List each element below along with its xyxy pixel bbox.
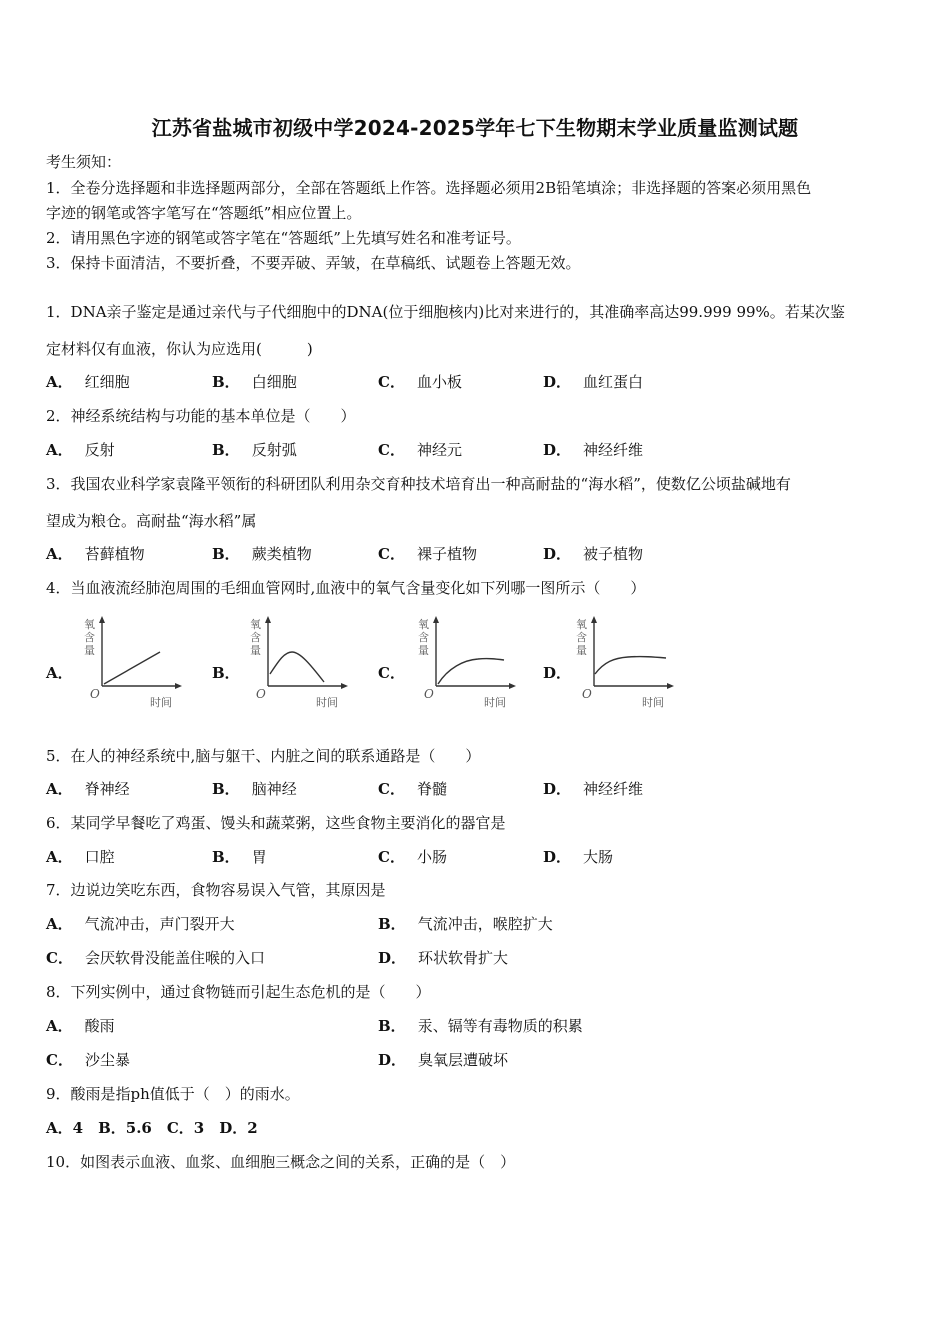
q6-option-c <box>378 847 447 867</box>
graph-a <box>78 612 188 712</box>
option-label: A． <box>46 545 73 563</box>
q7-option-d <box>378 948 508 968</box>
option-text: 反射弧 <box>251 441 297 459</box>
q3-option-d <box>543 544 643 564</box>
option-text: 酸雨 <box>84 1017 115 1035</box>
x-axis-arrow <box>667 683 674 689</box>
option-text: 环状软骨扩大 <box>418 949 509 967</box>
option-text: 会厌软骨没能盖住喉的入口 <box>84 949 265 967</box>
option-label: C． <box>378 664 405 682</box>
graph-xlabel: 时间 <box>316 696 338 709</box>
question-5-stem: 5．在人的神经系统中,脑与躯干、内脏之间的联系通路是（ ） <box>46 747 481 765</box>
option-label: D． <box>378 1051 407 1069</box>
q6-option-a <box>46 847 115 867</box>
q5-option-c <box>378 779 447 799</box>
x-axis-arrow <box>175 683 182 689</box>
y-axis-arrow <box>433 616 439 623</box>
graph-b <box>244 612 354 712</box>
origin-label: O <box>582 687 592 701</box>
question-6-stem: 6．某同学早餐吃了鸡蛋、馒头和蔬菜粥，这些食物主要消化的器官是 <box>46 814 506 832</box>
option-label: D． <box>543 373 572 391</box>
y-axis-arrow <box>99 616 105 623</box>
origin-label: O <box>424 687 434 701</box>
option-label: C． <box>378 441 405 459</box>
option-label: B． <box>212 373 240 391</box>
q1-option-c <box>378 372 462 392</box>
option-label: C． <box>378 780 405 798</box>
question-1-stem-cont: 定材料仅有血液，你认为应选用( ) <box>46 340 313 358</box>
x-axis-arrow <box>509 683 516 689</box>
option-text: 裸子植物 <box>416 545 477 563</box>
graph-xlabel: 时间 <box>484 696 506 709</box>
q7-option-b <box>378 914 553 934</box>
curve-line <box>438 659 504 684</box>
option-text: 臭氧层遭破坏 <box>418 1051 509 1069</box>
q6-option-d <box>543 847 613 867</box>
q5-option-a <box>46 779 130 799</box>
option-label: B． <box>378 915 406 933</box>
q3-option-b <box>212 544 312 564</box>
option-label: D． <box>543 441 572 459</box>
graph-c <box>412 612 522 712</box>
option-label: C． <box>46 1051 73 1069</box>
y-axis-arrow <box>265 616 271 623</box>
graph-ylabel: 量 <box>418 644 429 657</box>
q7-option-c <box>46 948 265 968</box>
q8-option-a <box>46 1016 115 1036</box>
option-text: 反射 <box>84 441 115 459</box>
option-label: C． <box>378 848 405 866</box>
q1-option-d <box>543 372 643 392</box>
y-axis-arrow <box>591 616 597 623</box>
option-label: A． <box>46 1017 73 1035</box>
option-text: 口腔 <box>84 848 115 866</box>
question-8-stem: 8．下列实例中，通过食物链而引起生态危机的是（ ） <box>46 983 431 1001</box>
option-label: A． <box>46 664 73 682</box>
q1-option-a <box>46 372 130 392</box>
option-text: 神经纤维 <box>583 780 644 798</box>
q2-option-c <box>378 440 462 460</box>
option-label: D． <box>378 949 407 967</box>
graph-xlabel: 时间 <box>642 696 664 709</box>
option-label: C． <box>378 545 405 563</box>
option-text: 蕨类植物 <box>251 545 312 563</box>
graph-ylabel: 量 <box>576 644 587 657</box>
option-label: A． <box>46 373 73 391</box>
graph-ylabel: 含 <box>84 631 95 644</box>
question-1-stem: 1．DNA亲子鉴定是通过亲代与子代细胞中的DNA(位于细胞核内)比对来进行的，其准确率高达99.999 99%。若某次鉴 <box>46 303 845 321</box>
q6-option-b <box>212 847 267 867</box>
option-label: B． <box>212 441 240 459</box>
q2-option-d <box>543 440 643 460</box>
notice-item-2: 2．请用黑色字迹的钢笔或答字笔在“答题纸”上先填写姓名和准考证号。 <box>46 229 521 247</box>
origin-label: O <box>256 687 266 701</box>
graph-ylabel: 氧 <box>84 618 95 631</box>
q3-option-a <box>46 544 145 564</box>
q1-option-b <box>212 372 297 392</box>
option-label: B． <box>212 848 240 866</box>
question-3-stem-cont: 望成为粮仓。高耐盐“海水稻”属 <box>46 512 257 530</box>
graph-ylabel: 含 <box>576 631 587 644</box>
option-label: C． <box>378 373 405 391</box>
option-text: 神经纤维 <box>583 441 644 459</box>
option-label: D． <box>543 664 572 682</box>
option-text: 白细胞 <box>251 373 297 391</box>
option-label: B． <box>212 545 240 563</box>
option-label: A． <box>46 915 73 933</box>
option-text: 脊髓 <box>416 780 447 798</box>
option-text: 脑神经 <box>251 780 297 798</box>
question-10-stem: 10．如图表示血液、血浆、血细胞三概念之间的关系，正确的是（ ） <box>46 1153 516 1171</box>
notice-item-1: 1．全卷分选择题和非选择题两部分，全部在答题纸上作答。选择题必须用2B铅笔填涂；非选择题的答案必须用黑色 <box>46 179 812 197</box>
option-label: A． <box>46 441 73 459</box>
question-3-stem: 3．我国农业科学家袁隆平领衔的科研团队利用杂交育种技术培育出一种高耐盐的“海水稻”，使数亿公顷盐碱地有 <box>46 475 791 493</box>
origin-label: O <box>90 687 100 701</box>
page-title: 江苏省盐城市初级中学2024-2025学年七下生物期末学业质量监测试题 <box>151 116 799 140</box>
option-label: D． <box>543 545 572 563</box>
q8-option-d <box>378 1050 508 1070</box>
q5-option-b <box>212 779 297 799</box>
q7-option-a <box>46 914 235 934</box>
option-label: A． <box>46 780 73 798</box>
curve-line <box>104 652 160 684</box>
q2-option-b <box>212 440 297 460</box>
q3-option-c <box>378 544 477 564</box>
graph-ylabel: 氧 <box>250 618 261 631</box>
option-label: B． <box>212 664 240 682</box>
question-2-stem: 2．神经系统结构与功能的基本单位是（ ） <box>46 407 356 425</box>
option-text: 红细胞 <box>84 373 130 391</box>
q5-option-d <box>543 779 643 799</box>
option-text: 被子植物 <box>583 545 644 563</box>
option-label: D． <box>543 848 572 866</box>
option-label: D． <box>543 780 572 798</box>
graph-ylabel: 量 <box>84 644 95 657</box>
curve-line <box>595 657 666 674</box>
option-label: C． <box>46 949 73 967</box>
graph-ylabel: 氧 <box>576 618 587 631</box>
option-text: 血小板 <box>416 373 462 391</box>
option-text: 大肠 <box>583 848 614 866</box>
option-text: 沙尘暴 <box>84 1051 130 1069</box>
question-4-stem: 4．当血液流经肺泡周围的毛细血管网时,血液中的氧气含量变化如下列哪一图所示（ ） <box>46 579 646 597</box>
option-text: 气流冲击，喉腔扩大 <box>417 915 553 933</box>
option-text: 小肠 <box>416 848 447 866</box>
option-text: 神经元 <box>416 441 462 459</box>
graph-ylabel: 氧 <box>418 618 429 631</box>
question-9-options: A．4 B．5.6 C．3 D．2 <box>46 1119 258 1137</box>
option-label: B． <box>378 1017 406 1035</box>
option-text: 胃 <box>251 848 267 866</box>
option-text: 脊神经 <box>84 780 130 798</box>
option-label: B． <box>212 780 240 798</box>
graph-d <box>570 612 680 712</box>
q8-option-b <box>378 1016 583 1036</box>
notice-heading: 考生须知： <box>46 153 122 171</box>
q8-option-c <box>46 1050 130 1070</box>
q2-option-a <box>46 440 115 460</box>
curve-line <box>270 652 324 682</box>
graph-ylabel: 量 <box>250 644 261 657</box>
notice-item-1-cont: 字迹的钢笔或答字笔写在“答题纸”相应位置上。 <box>46 204 362 222</box>
notice-item-3: 3．保持卡面清洁，不要折叠，不要弄破、弄皱，在草稿纸、试题卷上答题无效。 <box>46 254 581 272</box>
option-text: 血红蛋白 <box>583 373 644 391</box>
option-text: 苔藓植物 <box>84 545 145 563</box>
option-text: 汞、镉等有毒物质的积累 <box>417 1017 583 1035</box>
graph-xlabel: 时间 <box>150 696 172 709</box>
question-7-stem: 7．边说边笑吃东西，食物容易误入气管，其原因是 <box>46 881 386 899</box>
option-label: A． <box>46 848 73 866</box>
option-text: 气流冲击，声门裂开大 <box>84 915 235 933</box>
graph-ylabel: 含 <box>418 631 429 644</box>
question-9-stem: 9．酸雨是指ph值低于（ ）的雨水。 <box>46 1085 300 1103</box>
graph-ylabel: 含 <box>250 631 261 644</box>
x-axis-arrow <box>341 683 348 689</box>
